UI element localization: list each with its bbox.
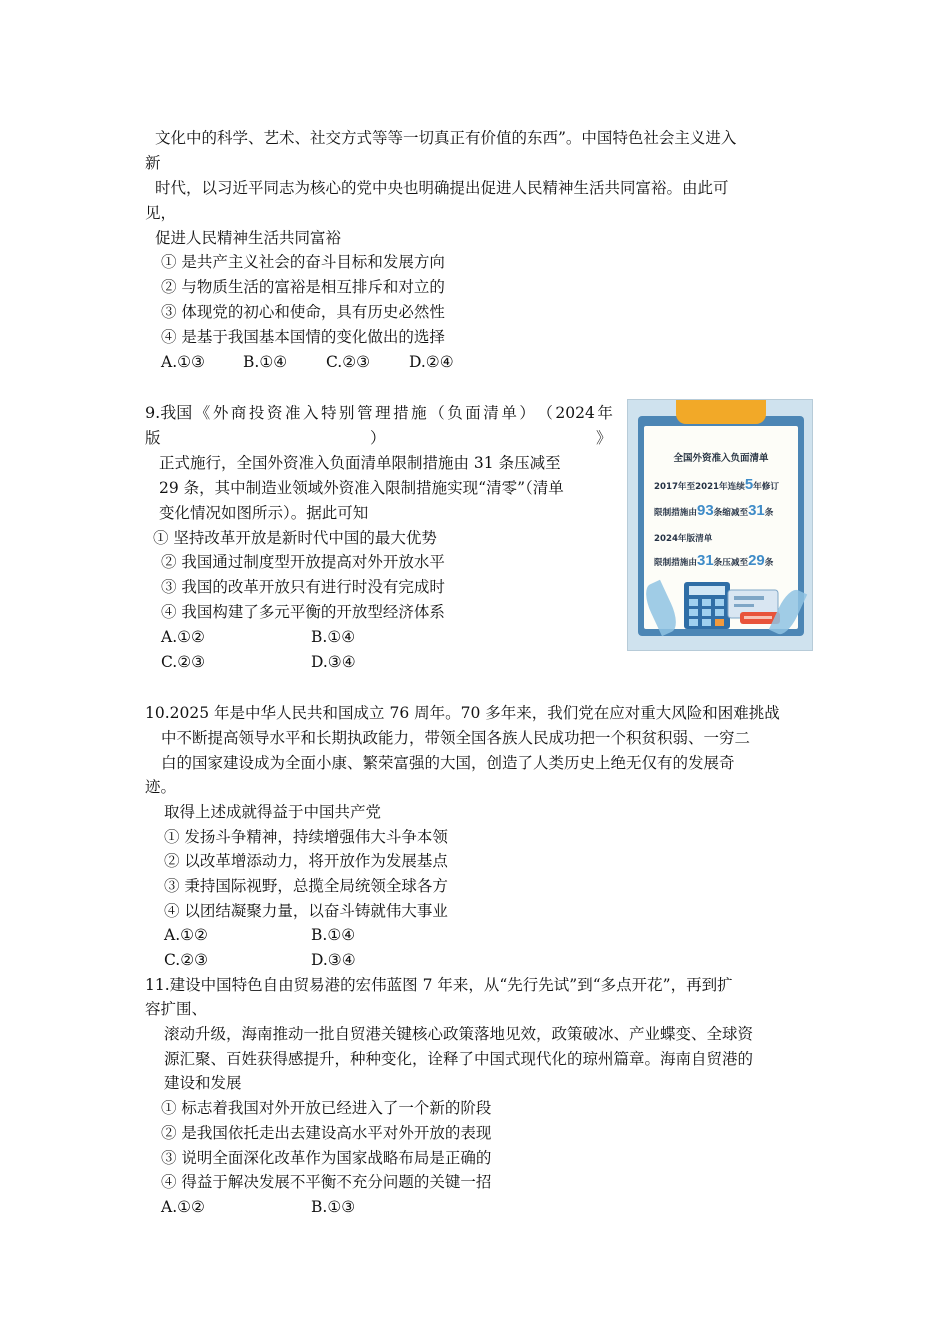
q9-text: 准 (284, 404, 301, 422)
q8-stem-line: 文化中的科学、艺术、社交方式等等一切真正有价值的东西”。中国特色社会主义进入 (155, 129, 737, 147)
q9-text: （ (537, 404, 553, 422)
q8-choice-item: ③ 体现党的初心和使命，具有历史必然性 (161, 303, 445, 321)
q10-option-b: B.①④ (311, 926, 356, 944)
q10-choice-item: ② 以改革增添动力，将开放作为发展基点 (164, 852, 448, 870)
q9-choice-item: ① 坚持改革开放是新时代中国的最大优势 (153, 529, 437, 547)
infographic-title: 全国外资准入负面清单 (673, 453, 769, 464)
q9-text: 面 (465, 404, 481, 422)
q11-option-a: A.①② (161, 1198, 205, 1216)
q9-stem-line-2: 版 (145, 429, 161, 447)
q10-option-a: A.①② (164, 926, 208, 944)
infographic-row-4 (654, 552, 773, 569)
q10-stem-line: 白的国家建设成为全面小康、繁荣富强的大国，创造了人类历史上绝无仅有的发展奇 (161, 754, 735, 772)
infographic-row-2 (654, 502, 773, 519)
q8-stem-line: 新 (145, 154, 161, 172)
q8-option-b: B.①④ (243, 353, 288, 371)
q10-stem-line: 取得上述成就得益于中国共产党 (164, 803, 382, 821)
q11-choice-item: ③ 说明全面深化改革作为国家战略布局是正确的 (161, 1149, 492, 1167)
q9-text: 措 (393, 404, 409, 422)
q9-text: ） (519, 404, 535, 422)
q9-text: 负 (447, 404, 463, 422)
q9-text: 理 (375, 404, 391, 422)
q11-choice-item: ① 标志着我国对外开放已经进入了一个新的阶段 (161, 1099, 492, 1117)
q8-choice-item: ① 是共产主义社会的奋斗目标和发展方向 (161, 253, 445, 271)
q11-stem-line: 容扩围、 (145, 1000, 208, 1018)
q8-choice-item: ② 与物质生活的富裕是相互排斥和对立的 (161, 278, 445, 296)
infographic-number: 93 (696, 502, 714, 519)
q9-text: 2024 (555, 404, 595, 422)
q11-stem-line: 源汇聚、百姓获得感提升，种种变化，诠释了中国式现代化的琼州篇章。海南自贸港的 (164, 1050, 754, 1068)
q10-choice-item: ① 发扬斗争精神，持续增强伟大斗争本领 (164, 828, 448, 846)
q9-choice-item: ③ 我国的改革开放只有进行时没有完成时 (161, 578, 445, 596)
q9-choice-item: ④ 我国构建了多元平衡的开放型经济体系 (161, 603, 445, 621)
q11-choice-item: ② 是我国依托走出去建设高水平对外开放的表现 (161, 1124, 492, 1142)
q10-choice-item: ③ 秉持国际视野，总揽全局统领全球各方 (164, 877, 448, 895)
infographic-text: 条压减至 (713, 558, 749, 568)
q9-text: 管 (357, 404, 373, 422)
q8-choice-item: ④ 是基于我国基本国情的变化做出的选择 (161, 328, 445, 346)
q10-stem-line: 10.2025 年是中华人民共和国成立 76 周年。70 多年来，我们党在应对重大风险和困难挑战 (145, 704, 780, 722)
q9-stem-line: 29 条，其中制造业领域外资准入限制措施实现“清零”（清单 (159, 479, 564, 497)
q10-choice-item: ④ 以团结凝聚力量，以奋斗铸就伟大事业 (164, 902, 448, 920)
infographic-text: 限制措施由 (654, 508, 697, 518)
q9-text: 施 (411, 404, 427, 422)
infographic-number: 29 (748, 552, 765, 569)
q11-choice-item: ④ 得益于解决发展不平衡不充分问题的关键一招 (161, 1173, 492, 1191)
infographic-number: 5 (744, 476, 754, 493)
q9-option-c: C.②③ (161, 653, 206, 671)
q11-stem-line: 11.建设中国特色自由贸易港的宏伟蓝图 7 年来，从“先行先试”到“多点开花”，再到扩 (145, 976, 733, 994)
q9-text: 《 (194, 404, 211, 422)
infographic-number: 31 (696, 552, 714, 569)
q9-text: 9.我国 (145, 403, 193, 422)
q9-text: 商 (230, 404, 247, 422)
infographic-text: 限制措施由 (654, 558, 697, 568)
q10-stem-line: 迹。 (145, 778, 177, 796)
infographic-text: 条 (764, 558, 774, 568)
q10-option-d: D.③④ (311, 951, 356, 969)
q11-stem-line: 建设和发展 (164, 1074, 242, 1092)
q9-text: 投 (248, 404, 265, 422)
q9-stem-line-1 (145, 403, 613, 423)
infographic-text: 条缩减至 (713, 508, 749, 518)
q11-stem-line: 滚动升级，海南推动一批自贸港关键核心政策落地见效，政策破冰、产业蝶变、全球资 (164, 1025, 754, 1043)
q9-text: 外 (212, 404, 229, 422)
q9-text: 单 (501, 404, 517, 422)
infographic-text: 2017年至2021年连续 (654, 482, 745, 492)
q9-option-a: A.①② (161, 628, 205, 646)
q8-stem-line: 时代，以习近平同志为核心的党中央也明确提出促进人民精神生活共同富裕。由此可 (155, 179, 729, 197)
q9-text: （ (429, 404, 445, 422)
q8-stem-line: 促进人民精神生活共同富裕 (155, 229, 342, 247)
infographic-row-1 (654, 476, 779, 493)
q10-stem-line: 中不断提高领导水平和长期执政能力，带领全国各族人民成功把一个积贫积弱、一穷二 (161, 729, 751, 747)
q9-stem-line-2-mid: ） (370, 429, 386, 447)
q8-option-a: A.①③ (161, 353, 205, 371)
q9-option-b: B.①④ (311, 628, 356, 646)
q9-stem-line: 正式施行，全国外资准入负面清单限制措施由 31 条压减至 (159, 454, 561, 472)
q8-option-c: C.②③ (326, 353, 371, 371)
q9-text: 清 (483, 404, 499, 422)
q8-option-d: D.②④ (409, 353, 454, 371)
q10-option-c: C.②③ (164, 951, 209, 969)
q11-option-b: B.①③ (311, 1198, 356, 1216)
q9-text: 资 (266, 404, 283, 422)
infographic-row-3: 2024年版清单 (654, 534, 713, 544)
q8-stem-line: 见， (145, 204, 177, 222)
q9-choice-item: ② 我国通过制度型开放提高对外开放水平 (161, 553, 445, 571)
infographic-text: 年修订 (753, 482, 779, 492)
q9-text: 入 (302, 404, 319, 422)
q9-text: 特 (321, 404, 337, 422)
q9-text: 别 (339, 404, 355, 422)
infographic-text: 条 (764, 508, 774, 518)
q9-stem-line-2-right: 》 (596, 429, 612, 447)
infographic-number: 31 (748, 502, 765, 519)
q9-text: 年 (597, 404, 613, 422)
negative-list-infographic (627, 399, 813, 651)
clipboard-clip (676, 400, 766, 424)
q9-stem-line: 变化情况如图所示）。据此可知 (159, 504, 369, 522)
q9-option-d: D.③④ (311, 653, 356, 671)
